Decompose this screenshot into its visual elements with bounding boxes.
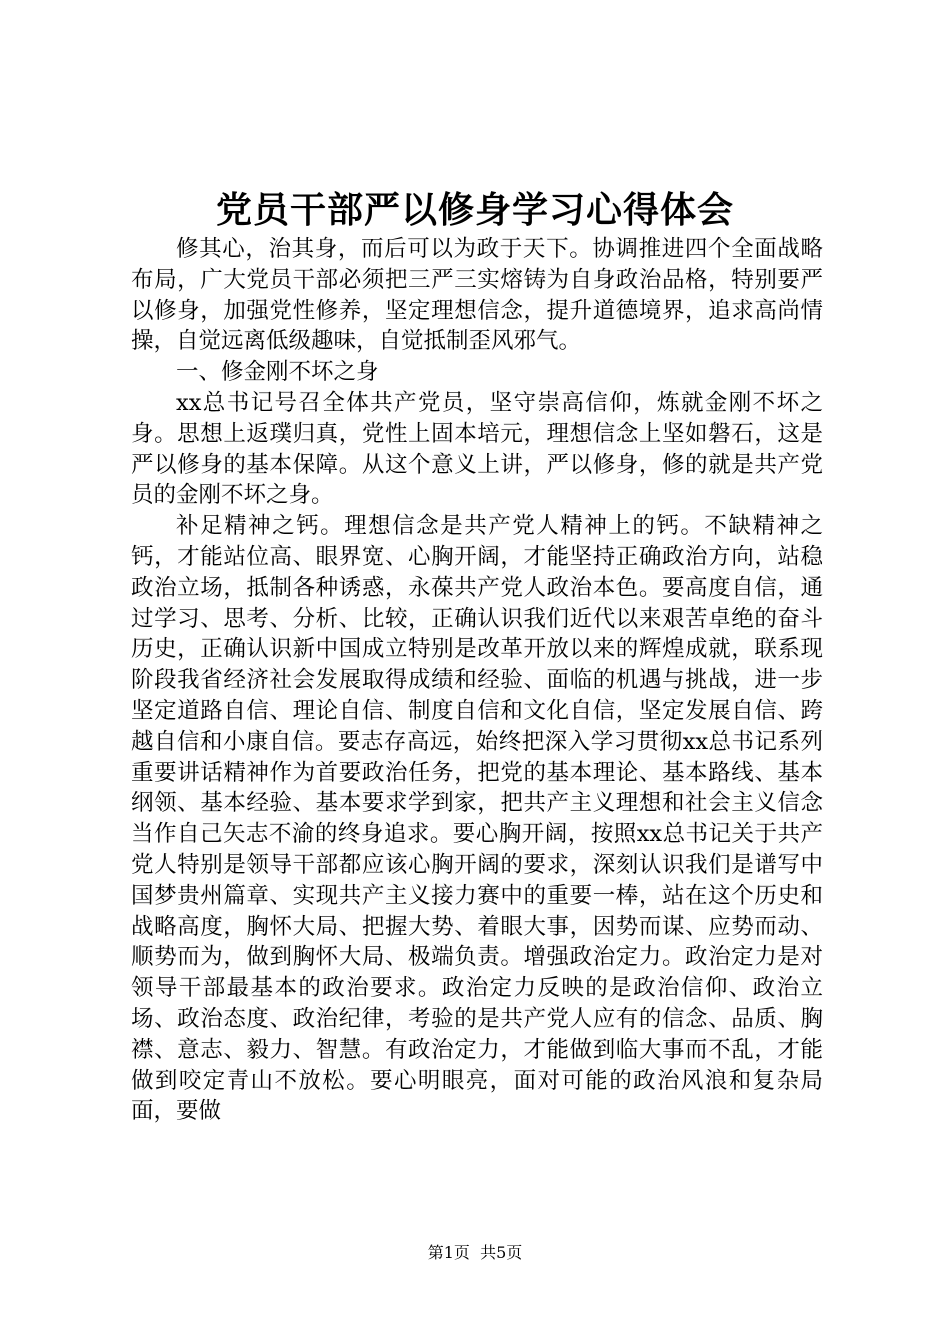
page-total: 共5页 xyxy=(480,1243,523,1262)
page-footer xyxy=(0,1242,950,1264)
section-heading: 一、修金刚不坏之身 xyxy=(176,359,379,386)
page-number: 第1页 xyxy=(427,1243,470,1262)
document-title: 党员干部严以修身学习心得体会 xyxy=(215,189,734,231)
paragraph-intro: 修其心，治其身，而后可以为政于天下。协调推进四个全面战略布局，广大党员干部必须把三严三实熔铸为自身政治品格，特别要严以修身，加强党性修养，坚定理想信念，提升道德境界，追求高尚情操，自觉远离低级趣味，自觉抵制歪风邪气。 xyxy=(131,236,823,355)
paragraph-spirit: 补足精神之钙。理想信念是共产党人精神上的钙。不缺精神之钙，才能站位高、眼界宽、心胸开阔，才能坚持正确政治方向，站稳政治立场，抵制各种诱惑，永葆共产党人政治本色。要高度自信，通过学习、思考、分析、比较，正确认识我们近代以来艰苦卓绝的奋斗历史，正确认识新中国成立特别是改革开放以来的辉煌成就，联系现阶段我省经济社会发展取得成绩和经验、面临的机遇与挑战，进一步坚定道路自信、理论自信、制度自信和文化自信，坚定发展自信、跨越自信和小康自信。要志存高远，始终把深入学习贯彻xx总书记系列重要讲话精神作为首要政治任务，把党的基本理论、基本路线、基本纲领、基本经验、基本要求学到家，把共产主义理想和社会主义信念当作自己矢志不渝的终身追求。要心胸开阔，按照xx总书记关于共产党人特别是领导干部都应该心胸开阔的要求，深刻认识我们是谱写中国梦贵州篇章、实现共产主义接力赛中的重要一棒，站在这个历史和战略高度，胸怀大局、把握大势、着眼大事，因势而谋、应势而动、顺势而为，做到胸怀大局、极端负责。增强政治定力。政治定力是对领导干部最基本的政治要求。政治定力反映的是政治信仰、政治立场、政治态度、政治纪律，考验的是共产党人应有的信念、品质、胸襟、意志、毅力、智慧。有政治定力，才能做到临大事而不乱，才能做到咬定青山不放松。要心明眼亮，面对可能的政治风浪和复杂局面，要做 xyxy=(131,513,823,1125)
document-body xyxy=(131,234,823,1127)
paragraph-section-intro: xx总书记号召全体共产党员，坚守崇高信仰，炼就金刚不坏之身。思想上返璞归真，党性上固本培元，理想信念上坚如磐石，这是严以修身的基本保障。从这个意义上讲，严以修身，修的就是共产党员的金刚不坏之身。 xyxy=(131,389,823,509)
